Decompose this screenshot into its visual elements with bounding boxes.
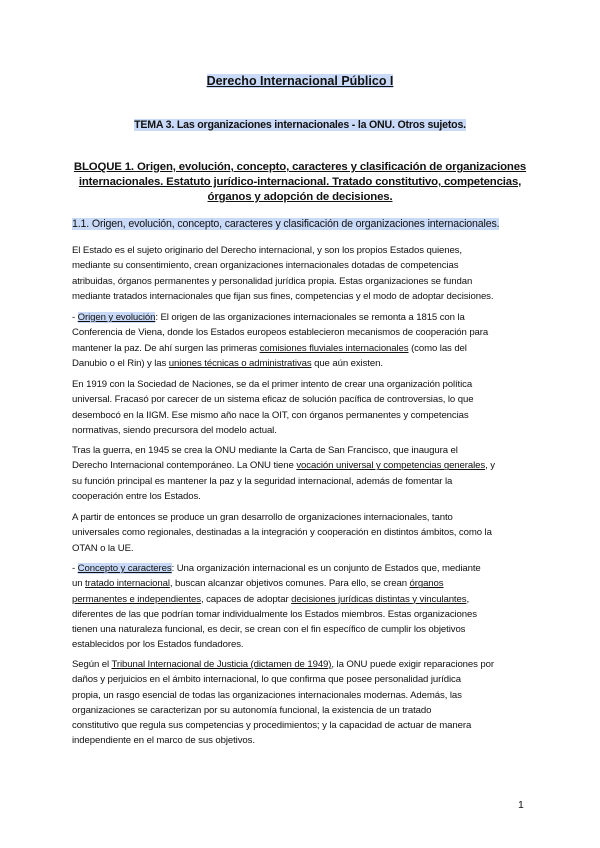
text-line [72,561,530,576]
text-run: constitutivo que regula sus competencias y procedimientos; y la capacidad de actuar de manera [72,720,472,732]
text-line [72,607,530,622]
text-run: OTAN o la UE. [72,542,134,554]
paragraph-tij [72,657,530,749]
text-line [72,592,530,607]
text-line [72,510,530,525]
text-run: desembocó en la IIGM. Ese mismo año nace la OIT, con órganos permanentes y competencias [72,409,469,421]
text-run: : Una organización internacional es un conjunto de Estados que, mediante [171,563,481,574]
text-line [72,637,530,652]
paragraph-concepto [72,561,530,653]
emphasized-text: comisiones fluviales internacionales [259,342,409,354]
paragraph-sociedad-naciones [72,377,530,438]
text-run: Según el [72,659,112,670]
emphasized-text: Origen y evolución [77,312,156,323]
paragraph-intro [72,243,530,304]
text-run: mediante su consentimiento, crean organizaciones internacionales dotadas de competencias [72,260,459,272]
text-line [72,443,530,458]
text-run: tienen una naturaleza funcional, es decir, se crean con el fin específico de cumplir los objetivos [72,624,466,636]
section-heading-text: 1.1. Origen, evolución, concepto, caracteres y clasificación de organizaciones internacionales. [72,218,500,230]
text-line [72,289,530,304]
text-run: - [72,312,78,323]
text-run: , capaces de adoptar [200,593,292,605]
text-line [72,489,530,504]
text-run: , la ONU puede exigir reparaciones por [331,659,494,670]
text-line [72,474,530,489]
emphasized-text: vocación universal y competencias generales [296,460,486,472]
text-run: Derecho Internacional contemporáneo. La ONU tiene [72,460,297,472]
text-run: organizaciones se caracterizan por su autonomía funcional, la existencia de un tratado [72,704,432,716]
text-line [72,703,530,718]
document-title [0,74,600,88]
text-run: Conferencia de Viena, donde los Estados europeos establecieron mecanismos de cooperación para [72,327,489,339]
text-line [72,657,530,672]
text-run: cooperación entre los Estados. [72,490,201,502]
text-line [72,733,530,748]
text-run: diferentes de las que podrían tomar individualmente los Estados miembros. Estas organizaciones [72,608,477,620]
text-run: , y [485,460,495,472]
text-line [72,392,530,407]
text-run: A partir de entonces se produce un gran desarrollo de organizaciones internacionales, tanto [72,512,453,523]
text-run: Danubio o el Rin) y las [72,357,169,369]
text-line [72,423,530,438]
text-line [72,258,530,273]
text-run: normativas, siendo precursora del modelo actual. [72,424,277,436]
text-run: El Estado es el sujeto originario del Derecho internacional, y son los propios Estados quienes, [72,245,462,256]
text-line [72,274,530,289]
text-line [72,576,530,591]
emphasized-text: Tribunal Internacional de Justicia (dictamen de 1949) [111,659,332,670]
paragraph-onu [72,443,530,504]
bloque-heading-line: órganos y adopción de decisiones. [207,191,393,203]
text-run: Tras la guerra, en 1945 se crea la ONU mediante la Carta de San Francisco, que inaugura el [72,445,458,456]
text-run: : El origen de las organizaciones internacionales se remonta a 1815 con la [155,312,465,323]
text-run: En 1919 con la Sociedad de Naciones, se da el primer intento de crear una organización política [72,379,473,390]
text-line [72,458,530,473]
text-run: establecidos por los Estados fundadores. [72,639,244,651]
paragraph-origen [72,310,530,371]
text-run: propia, un rasgo esencial de todas las organizaciones internacionales modernas. Además, las [72,689,462,701]
emphasized-text: órganos [409,578,444,590]
emphasized-text: uniones técnicas o administrativas [168,357,312,369]
text-line [72,408,530,423]
text-run: mantener la paz. De ahí surgen las primeras [72,342,260,354]
emphasized-text: Concepto y caracteres [77,563,172,574]
bloque-heading-line: BLOQUE 1. Origen, evolución, concepto, caracteres y clasificación de organizaciones [73,161,527,173]
bloque-heading-line: internacionales. Estatuto jurídico-internacional. Tratado constitutivo, competencias, [78,176,522,188]
text-run: independiente en el marco de sus objetivos. [72,735,255,747]
text-line [72,688,530,703]
text-run: mediante tratados internacionales que fijan sus fines, competencias y el modo de adoptar decisiones. [72,290,494,302]
text-line [72,672,530,687]
text-line [72,310,530,325]
paragraph-desarrollo [72,510,530,556]
text-line [72,541,530,556]
text-line [72,718,530,733]
text-run: su función principal es mantener la paz y la seguridad internacional, además de fomentar la [72,475,453,487]
tema-heading-text: TEMA 3. Las organizaciones internacionales - la ONU. Otros sujetos. [134,119,466,131]
text-line [72,356,530,371]
emphasized-text: permanentes e independientes [72,593,201,605]
text-line [72,243,530,258]
text-run: daños y perjuicios en el ámbito internacional, lo que confirma que posee personalidad jurídica [72,674,461,686]
text-run: , buscan alcanzar objetivos comunes. Para ello, se crean [169,578,410,590]
text-run: universal. Fracasó por carecer de un sistema eficaz de solución pacífica de controversias, lo que [72,394,474,406]
bloque-heading [70,160,530,205]
text-line [72,622,530,637]
emphasized-text: decisiones jurídicas distintas y vinculantes [291,593,467,605]
text-run: un [72,578,86,590]
tema-heading [0,119,600,131]
text-run: (como las del [408,342,467,354]
text-line [72,525,530,540]
text-run: universales como regionales, destinadas a la integración y cooperación en distintos ámbitos, como la [72,527,492,539]
document-title-text: Derecho Internacional Público I [206,74,394,88]
text-run: que aún existen. [311,357,383,369]
page-number: 1 [518,799,524,811]
text-line [72,341,530,356]
text-line [72,325,530,340]
text-run: atribuidas, órganos permanentes y personalidad jurídica propia. Estas organizaciones se fundan [72,275,473,287]
text-line [72,377,530,392]
section-heading [72,218,532,230]
emphasized-text: tratado internacional [85,578,170,590]
text-run: - [72,563,78,574]
text-run: , [466,593,470,605]
